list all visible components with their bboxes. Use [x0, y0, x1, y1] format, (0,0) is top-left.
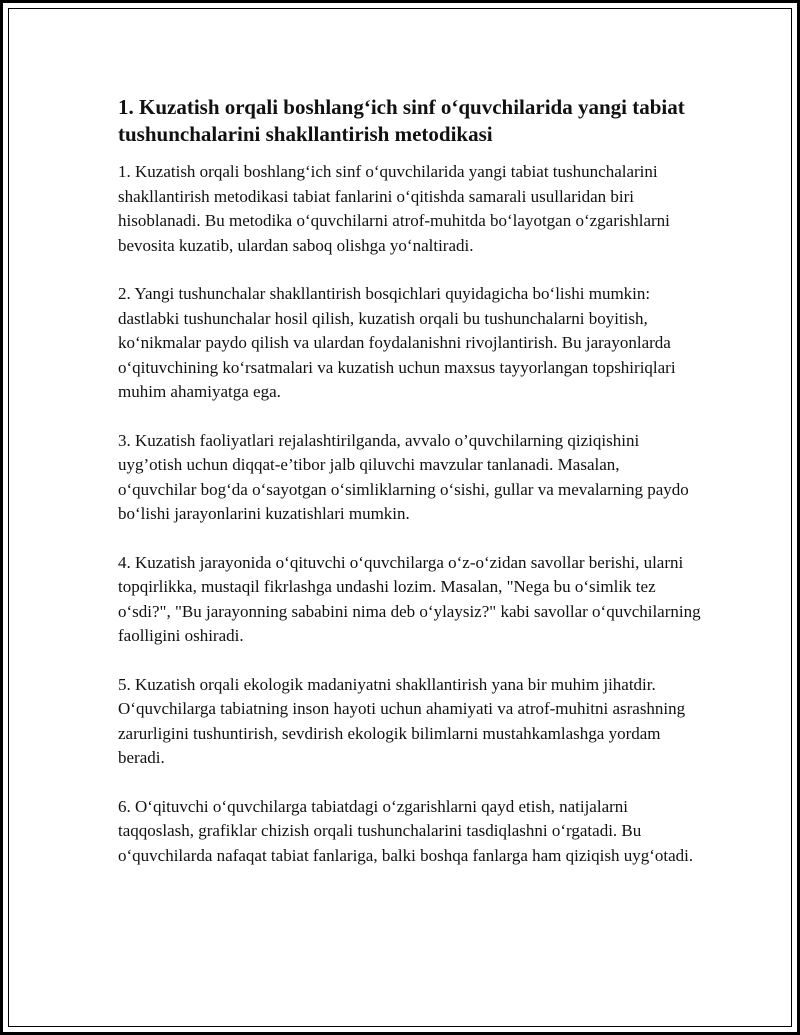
paragraph-2: 2. Yangi tushunchalar shakllantirish bosqichlari quyidagicha bo‘lishi mumkin: dastlabki tushunchalar hosil qilish, kuzatish orqali bu tushunchalarni boyitish, ko‘nikmalar paydo qilish va ulardan foydalanishni rivojlantirish. Bu jarayonlarda o‘qituvchining ko‘rsatmalari va kuzatish uchun maxsus tayyorlangan topshiriqlari muhim ahamiyatga ega.: [118, 284, 676, 401]
paragraph-3: 3. Kuzatish faoliyatlari rejalashtirilganda, avvalo o’quvchilarning qiziqishini uyg’otish uchun diqqat-e’tibor jalb qiluvchi mavzular tanlanadi. Masalan, o‘quvchilar bog‘da o‘sayotgan o‘simliklarning o‘sishi, gullar va mevalarning paydo bo‘lishi jarayonlarini kuzatishlari mumkin.: [118, 430, 689, 523]
paragraph-4: 4. Kuzatish jarayonida o‘qituvchi o‘quvchilarga o‘z-o‘zidan savollar berishi, ularni topqirlikka, mustaqil fikrlashga undashi lozim. Masalan, "Nega bu o‘simlik tez o‘sdi?", "Bu jarayonning sababini nima deb o‘ylaysiz?" kabi savollar o‘quvchilarning faolligini oshiradi.: [118, 552, 701, 645]
paragraph-6: 6. O‘qituvchi o‘quvchilarga tabiatdagi o‘zgarishlarni qayd etish, natijalarni taqqoslash, grafiklar chizish orqali tushunchalarini tasdiqlashni o‘rgatadi. Bu o‘quvchilarda nafaqat tabiat fanlariga, balki boshqa fanlarga ham qiziqish uyg‘otadi.: [118, 796, 694, 865]
paragraph-5: 5. Kuzatish orqali ekologik madaniyatni shakllantirish yana bir muhim jihatdir. O‘quvchilarga tabiatning inson hayoti uchun ahamiyati va atrof-muhitni asrashning zarurligini tushuntirish, sevdirish ekologik bilimlarni mustahkamlashga yordam beradi.: [118, 674, 686, 767]
paragraph-1: 1. Kuzatish orqali boshlang‘ich sinf o‘quvchilarida yangi tabiat tushunchalarini shakllantirish metodikasi tabiat fanlarini o‘qitishda samarali usullaridan biri hisoblanadi. Bu metodika o‘quvchilarni atrof-muhitda bo‘layotgan o‘zgarishlarni bevosita kuzatib, ulardan saboq olishga yo‘naltiradi.: [118, 162, 670, 255]
document-body: [118, 94, 702, 892]
document-title: 1. Kuzatish orqali boshlang‘ich sinf o‘quvchilarida yangi tabiat tushunchalarini shakllantirish metodikasi: [118, 95, 685, 146]
